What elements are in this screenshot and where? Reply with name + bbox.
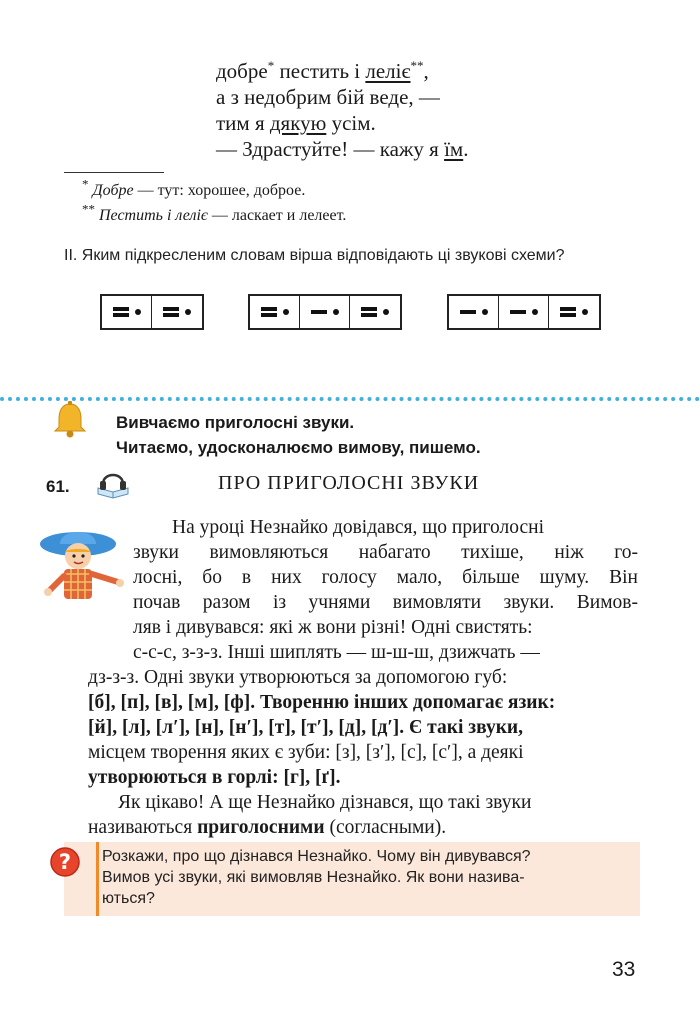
underlined-word: леліє (365, 59, 411, 83)
exercise-title: ПРО ПРИГОЛОСНІ ЗВУКИ (218, 472, 480, 494)
text-line: с-с-с, з-з-з. Інші шиплять — ш-ш-ш, дзижчать — (133, 642, 540, 663)
text-line: утворюються в горлі: [г], [ґ]. (88, 767, 341, 788)
soft-consonant-mark (510, 310, 526, 314)
soft-consonant-mark (460, 310, 476, 314)
soft-consonant-mark (311, 310, 327, 314)
text-line: дз-з-з. Одні звуки утворюються за допомогою губ: (88, 667, 508, 688)
vowel-dot (185, 309, 191, 315)
poem-line-1: добре* пестить і леліє**, (216, 58, 429, 83)
exercise-number: 61. (46, 477, 70, 496)
footnote-1: * Добре — тут: хорошее, доброе. (82, 176, 306, 199)
question-text: Розкажи, про що дізнався Незнайко. Чому він дивувався? Вимов усі звуки, які вимовляв Незнайко. Як вони назива- ються? (102, 848, 531, 907)
vowel-dot (383, 309, 389, 315)
sound-scheme-2 (248, 294, 402, 330)
hard-consonant-mark (261, 307, 277, 317)
underlined-word: їм (444, 137, 464, 161)
poem (216, 58, 468, 162)
vowel-dot (532, 309, 538, 315)
vowel-dot (283, 309, 289, 315)
hard-consonant-mark (361, 307, 377, 317)
text-line: [й], [л], [л′], [н], [н′], [т], [т′], [д], [д′]. Є такі звуки, (88, 717, 524, 738)
text-line: ляв і дивувався: які ж вони різні! Одні свистять: (133, 617, 533, 638)
hard-consonant-cell (350, 296, 400, 328)
hard-consonant-cell (152, 296, 202, 328)
hard-consonant-mark (163, 307, 179, 317)
vowel-dot (482, 309, 488, 315)
sound-scheme-1 (100, 294, 204, 330)
footnote-separator (64, 172, 164, 173)
hard-consonant-cell (102, 296, 152, 328)
footnote-mark: * (267, 58, 275, 73)
headphones-book-icon (92, 464, 134, 504)
underlined-word: дякую (269, 111, 327, 135)
text-line: почав разом із учнями вимовляти звуки. Вимов- (133, 592, 638, 613)
text-line: місцем творення яких є зуби: [з], [з′], [с], [с′], а деякі (88, 742, 524, 763)
question-accent-bar (96, 842, 99, 916)
poem-line-4: — Здрастуйте! — кажу я їм. (216, 137, 469, 161)
vowel-dot (333, 309, 339, 315)
soft-consonant-cell (300, 296, 350, 328)
task-2-question: ІІ. Яким підкресленим словам вірша відповідають ці звукові схеми? (64, 247, 565, 264)
page-number: 33 (612, 958, 636, 981)
hard-consonant-mark (113, 307, 129, 317)
section-divider (0, 397, 700, 401)
footnote-mark: ** (410, 58, 424, 73)
poem-line-2: а з недобрим бій веде, — (216, 85, 440, 109)
lesson-goals: Вивчаємо приголосні звуки. Читаємо, удосконалюємо вимову, пишемо. (116, 413, 481, 457)
sound-scheme-3 (447, 294, 601, 330)
hard-consonant-cell (250, 296, 300, 328)
neznayko-illustration (30, 522, 130, 612)
poem-line-3: тим я дякую усім. (216, 111, 376, 135)
text-line: Як цікаво! А ще Незнайко дізнався, що такі звуки (118, 792, 532, 813)
question-mark-icon (49, 846, 81, 878)
text-line: звуки вимовляються набагато тихіше, ніж го- (133, 542, 638, 563)
vowel-dot (582, 309, 588, 315)
bell-icon (50, 400, 90, 440)
vowel-dot (135, 309, 141, 315)
soft-consonant-cell (449, 296, 499, 328)
text-line: називаються приголосними (согласными). (88, 817, 447, 838)
svg-text:?: ? (58, 850, 72, 874)
text-line: На уроці Незнайко довідався, що приголосні (172, 517, 544, 538)
text-line: лосні, бо в них голосу мало, більше шуму. Він (133, 567, 638, 588)
hard-consonant-mark (560, 307, 576, 317)
hard-consonant-cell (549, 296, 599, 328)
footnote-2: ** Пестить і леліє — ласкает и лелеет. (82, 201, 347, 224)
soft-consonant-cell (499, 296, 549, 328)
text-line: [б], [п], [в], [м], [ф]. Творенню інших допомагає язик: (88, 692, 556, 713)
